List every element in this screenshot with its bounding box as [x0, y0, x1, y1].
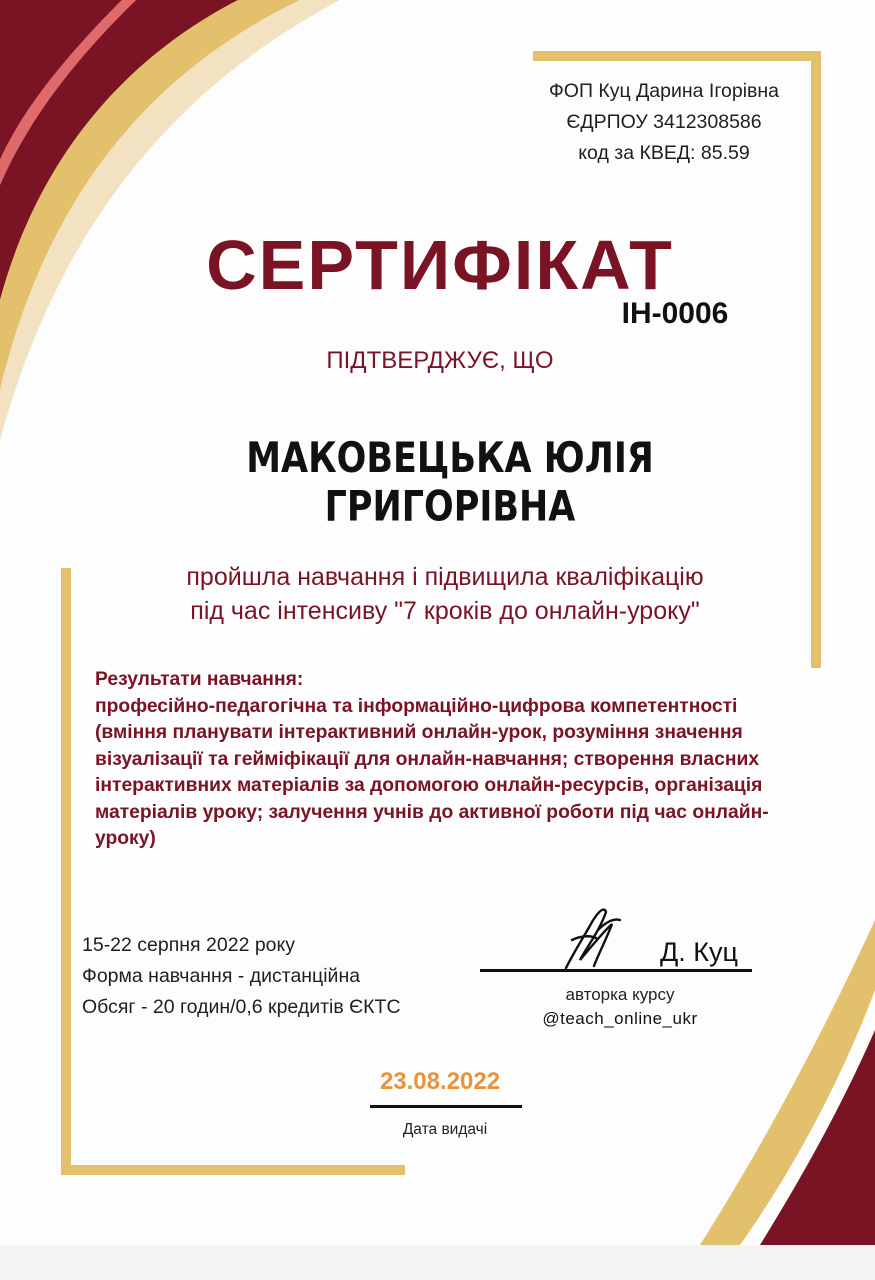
learning-results [95, 667, 795, 853]
signature-scribble [566, 910, 620, 968]
recipient-name: МАКОВЕЦЬКА ЮЛІЯ ГРИГОРІВНА [246, 433, 654, 531]
issue-date-label: Дата видачі [402, 1121, 488, 1138]
results-heading: Результати навчання: [95, 669, 304, 690]
course-dates: 15-22 серпня 2022 року [82, 934, 296, 956]
course-volume: Обсяг - 20 годин/0,6 кредитів ЄКТС [82, 996, 401, 1018]
confirms-text: ПІДТВЕРДЖУЄ, ЩО [326, 347, 554, 374]
certificate-title: СЕРТИФІКАТ [206, 226, 674, 304]
signatory-name: Д. Куц [660, 937, 738, 967]
issuer-name: ФОП Куц Дарина Ігорівна [548, 80, 780, 102]
signatory-role: авторка курсу [565, 985, 675, 1004]
results-body: професійно-педагогічна та інформаційно-цифрова компетентності (вміння планувати інтерактивний онлайн-урок, розуміння значення візуалізації та гейміфікації для онлайн-навчання; створення власних інтерактивних матеріалів за допомогою онлайн-ресурсів, організація матеріалів уроку; залучення учнів до активної роботи під час онлайн-уроку) [95, 695, 769, 849]
course-form: Форма навчання - дистанційна [82, 965, 361, 987]
course-line-2: під час інтенсиву "7 кроків до онлайн-уроку" [190, 597, 700, 625]
issuer-kved: код за КВЕД: 85.59 [578, 142, 750, 164]
issue-date: 23.08.2022 [379, 1068, 501, 1095]
issue-date-line [370, 1105, 522, 1108]
issuer-block [440, 76, 875, 169]
issuer-edrpou: ЄДРПОУ 3412308586 [566, 111, 762, 133]
course-line-1: пройшла навчання і підвищила кваліфікацію [186, 563, 704, 591]
certificate-code: ІН-0006 [621, 297, 729, 330]
signature-line [480, 969, 752, 972]
course-description [60, 560, 830, 628]
signatory-handle: @teach_online_ukr [542, 1009, 698, 1028]
course-details [82, 930, 522, 1023]
